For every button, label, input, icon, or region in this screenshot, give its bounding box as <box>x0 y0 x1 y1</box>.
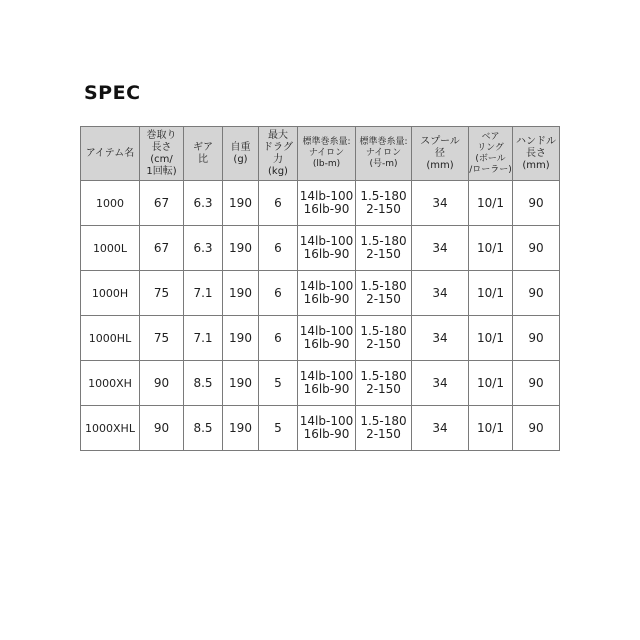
cell-line: 14lb-100 <box>299 234 354 248</box>
table-row <box>81 316 560 361</box>
cell-gear: 6.3 <box>184 181 223 226</box>
cell-line: 1.5-180 <box>360 189 407 203</box>
header-weight: 自重 (g) <box>223 127 259 181</box>
cell-gear: 8.5 <box>184 361 223 406</box>
cell-line: 1.5-180 <box>360 369 407 383</box>
cell-spool: 34 <box>412 226 469 271</box>
cell-nylon-lb <box>298 316 356 361</box>
cell-weight: 190 <box>223 181 259 226</box>
cell-drag: 6 <box>259 226 298 271</box>
cell-gear: 7.1 <box>184 271 223 316</box>
cell-nylon-lb <box>298 271 356 316</box>
cell-spool: 34 <box>412 406 469 451</box>
header-item-name: アイテム名 <box>81 127 140 181</box>
cell-line: 2-150 <box>366 202 401 216</box>
header-gear-ratio: ギア 比 <box>184 127 223 181</box>
cell-nylon-lb <box>298 181 356 226</box>
cell-drag: 5 <box>259 406 298 451</box>
cell-gear: 7.1 <box>184 316 223 361</box>
table-row <box>81 271 560 316</box>
cell-line: 1.5-180 <box>360 414 407 428</box>
cell-nylon-go <box>356 361 412 406</box>
cell-spool: 34 <box>412 361 469 406</box>
cell-handle: 90 <box>513 406 560 451</box>
page-title: SPEC <box>84 82 141 104</box>
cell-length: 90 <box>140 361 184 406</box>
cell-item: 1000XH <box>81 361 140 406</box>
cell-item: 1000L <box>81 226 140 271</box>
table-row <box>81 406 560 451</box>
cell-line: 16lb-90 <box>303 337 350 351</box>
cell-nylon-lb <box>298 406 356 451</box>
header-nylon-lb: 標準巻糸量: ナイロン (lb-m) <box>298 127 356 181</box>
cell-bearing: 10/1 <box>469 181 513 226</box>
cell-bearing: 10/1 <box>469 316 513 361</box>
cell-bearing: 10/1 <box>469 361 513 406</box>
spec-table <box>80 126 560 451</box>
cell-item: 1000H <box>81 271 140 316</box>
cell-item: 1000XHL <box>81 406 140 451</box>
cell-nylon-go <box>356 271 412 316</box>
cell-line: 14lb-100 <box>299 414 354 428</box>
cell-line: 16lb-90 <box>303 292 350 306</box>
cell-line: 16lb-90 <box>303 382 350 396</box>
header-row <box>81 127 560 181</box>
cell-length: 67 <box>140 181 184 226</box>
cell-weight: 190 <box>223 316 259 361</box>
cell-spool: 34 <box>412 316 469 361</box>
cell-nylon-lb <box>298 361 356 406</box>
cell-handle: 90 <box>513 181 560 226</box>
cell-line: 14lb-100 <box>299 279 354 293</box>
header-max-drag: 最大 ドラグ 力 (kg) <box>259 127 298 181</box>
cell-line: 14lb-100 <box>299 189 354 203</box>
cell-line: 2-150 <box>366 292 401 306</box>
cell-spool: 34 <box>412 181 469 226</box>
cell-bearing: 10/1 <box>469 271 513 316</box>
cell-nylon-go <box>356 226 412 271</box>
header-winding-length: 巻取り 長さ (cm/ 1回転) <box>140 127 184 181</box>
header-spool-diameter: スプール 径 (mm) <box>412 127 469 181</box>
cell-nylon-lb <box>298 226 356 271</box>
cell-drag: 6 <box>259 271 298 316</box>
cell-gear: 8.5 <box>184 406 223 451</box>
cell-length: 75 <box>140 316 184 361</box>
cell-drag: 6 <box>259 316 298 361</box>
cell-line: 14lb-100 <box>299 324 354 338</box>
cell-line: 16lb-90 <box>303 247 350 261</box>
header-handle-length: ハンドル 長さ (mm) <box>513 127 560 181</box>
cell-nylon-go <box>356 316 412 361</box>
cell-length: 67 <box>140 226 184 271</box>
cell-line: 2-150 <box>366 337 401 351</box>
cell-line: 2-150 <box>366 247 401 261</box>
cell-line: 2-150 <box>366 382 401 396</box>
cell-line: 16lb-90 <box>303 427 350 441</box>
cell-line: 16lb-90 <box>303 202 350 216</box>
cell-bearing: 10/1 <box>469 226 513 271</box>
header-nylon-go: 標準巻糸量: ナイロン (号-m) <box>356 127 412 181</box>
cell-line: 2-150 <box>366 427 401 441</box>
table-row <box>81 226 560 271</box>
cell-weight: 190 <box>223 226 259 271</box>
cell-line: 1.5-180 <box>360 324 407 338</box>
table-row <box>81 181 560 226</box>
cell-handle: 90 <box>513 226 560 271</box>
cell-item: 1000 <box>81 181 140 226</box>
cell-weight: 190 <box>223 406 259 451</box>
cell-drag: 6 <box>259 181 298 226</box>
cell-spool: 34 <box>412 271 469 316</box>
cell-gear: 6.3 <box>184 226 223 271</box>
cell-handle: 90 <box>513 316 560 361</box>
cell-nylon-go <box>356 406 412 451</box>
cell-line: 14lb-100 <box>299 369 354 383</box>
cell-weight: 190 <box>223 271 259 316</box>
cell-handle: 90 <box>513 271 560 316</box>
cell-item: 1000HL <box>81 316 140 361</box>
cell-handle: 90 <box>513 361 560 406</box>
cell-line: 1.5-180 <box>360 234 407 248</box>
cell-nylon-go <box>356 181 412 226</box>
table-row <box>81 361 560 406</box>
cell-line: 1.5-180 <box>360 279 407 293</box>
cell-weight: 190 <box>223 361 259 406</box>
cell-bearing: 10/1 <box>469 406 513 451</box>
header-bearing: ベア リング (ボール /ローラー) <box>469 127 513 181</box>
cell-length: 90 <box>140 406 184 451</box>
cell-length: 75 <box>140 271 184 316</box>
cell-drag: 5 <box>259 361 298 406</box>
